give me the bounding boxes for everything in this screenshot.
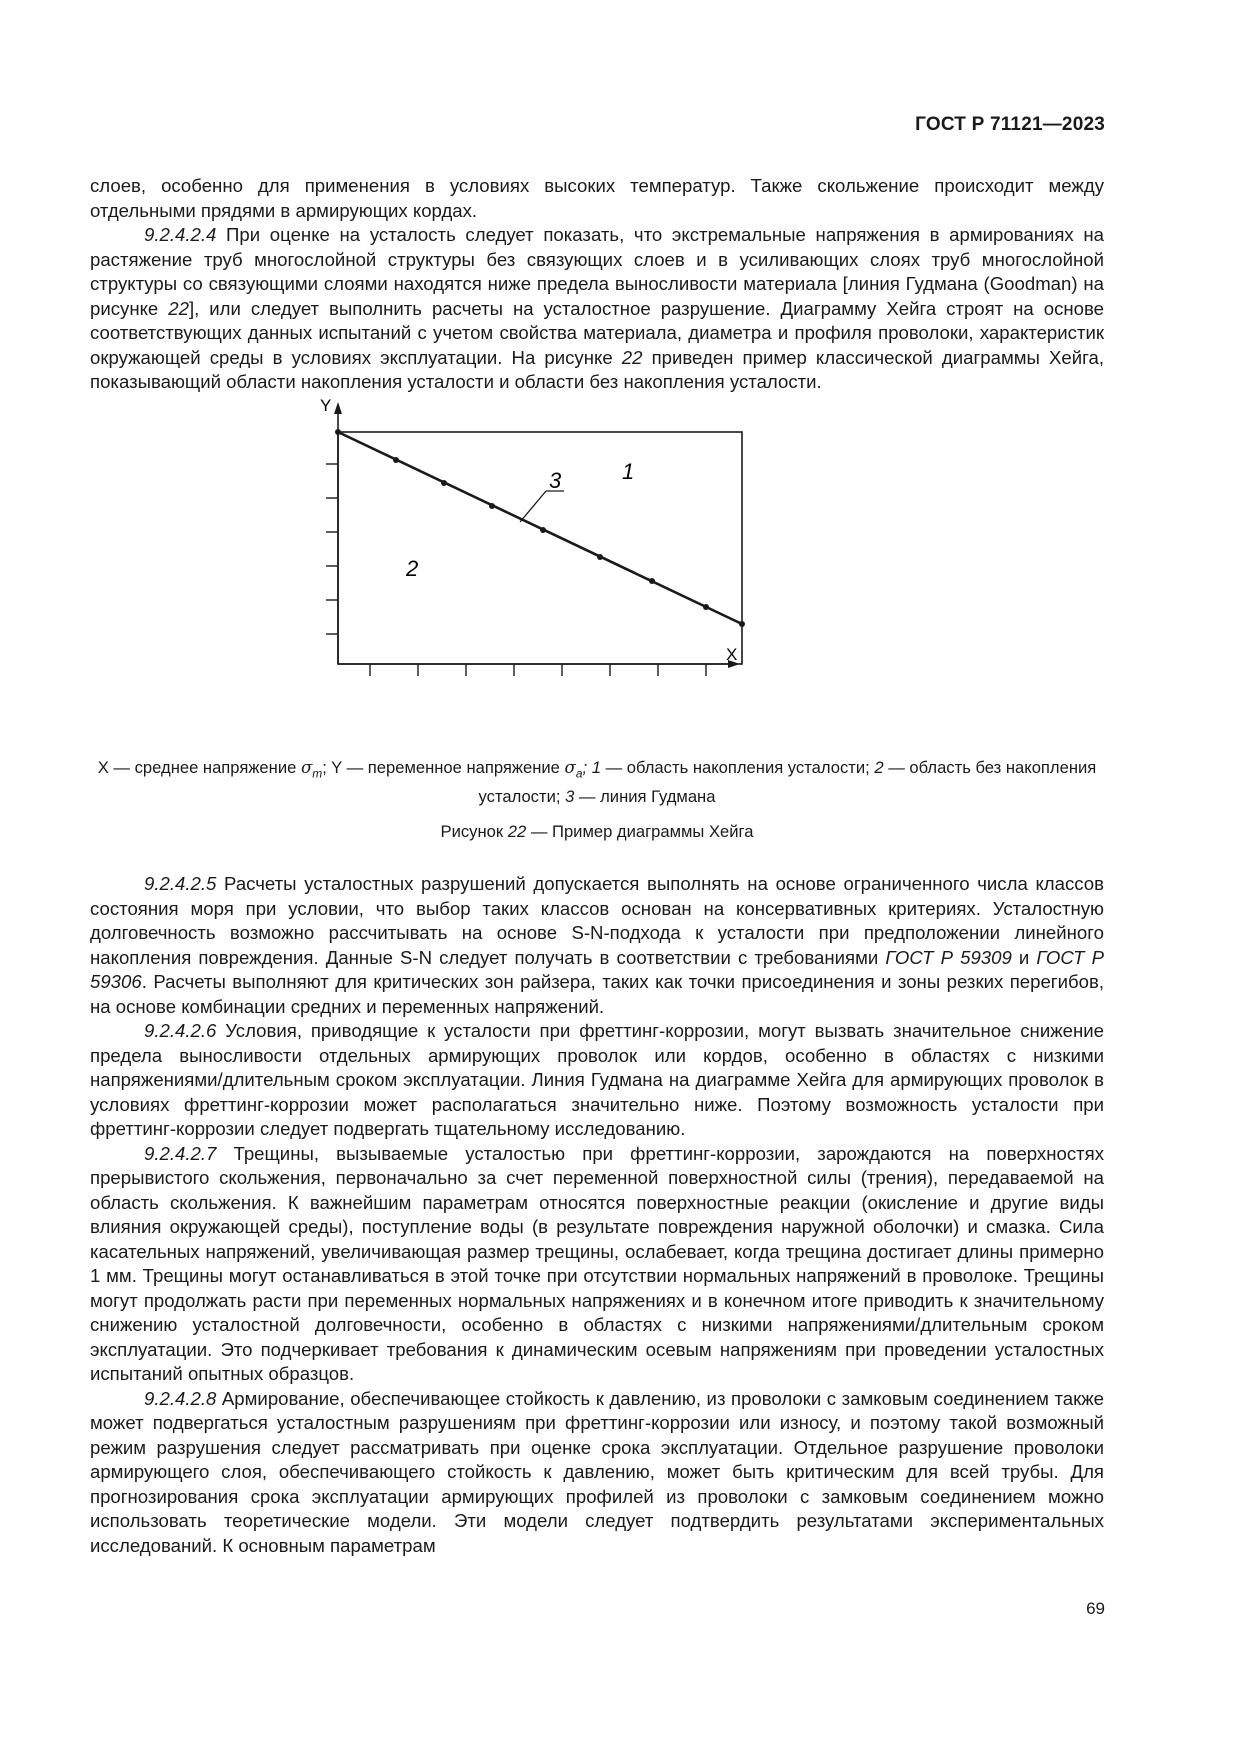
legend-text: — линия Гудмана — [574, 787, 716, 807]
legend-number: ; 1 — [582, 758, 601, 777]
subscript-a: a — [575, 766, 583, 781]
clause-number: 9.2.4.2.8 — [144, 1387, 217, 1409]
legend-text: — область накопления усталости; — [600, 758, 875, 777]
haigh-diagram — [320, 396, 840, 750]
region-1-label: 1 — [622, 459, 635, 484]
paragraph-text: приведен пример классической диаграммы Хейга, показывающий области накопления усталости и области без накопления усталости. — [90, 346, 1104, 392]
figure-legend — [90, 756, 1104, 808]
body-text-top — [90, 174, 1104, 395]
document-header: ГОСТ Р 71121—2023 — [915, 114, 1105, 135]
paragraph-text: Трещины, вызываемые усталостью при фреттинг-коррозии, зарождаются на поверхностях прерывистого скольжения, первоначально за счет переменной поверхностной силы (трения), передаваемой на область скольжения. К важнейшим параметрам относятся поверхностные реакции (окисление и другие виды влияния окружающей среды), поступление воды (в результате повреждения наружной оболочки) и смазка. Сила касательных напряжений, увеличивающая размер трещины, ослабевает, когда трещина достигает длины примерно 1 мм. Трещины могут останавливаться в этой точке при отсутствии нормальных напряжений в проволоке. Трещины могут продолжать расти при переменных нормальных напряжениях и в конечном итоге приводить к значительному снижению усталостной долговечности, особенно в областях с низкими напряжениями/длительным сроком эксплуатации. Это подчеркивает требования к динамическим осевым напряжениям при проведении усталостных испытаний опытных образцов. — [90, 1142, 1104, 1384]
subscript-m: m — [312, 766, 323, 781]
goodman-point — [597, 554, 603, 560]
paragraph-continuation: слоев, особенно для применения в условиях высоких температур. Также скольжение происходит между отдельными прядями в армирующих кордах. — [90, 175, 1104, 221]
clause-number: 9.2.4.2.7 — [144, 1142, 217, 1164]
figure-reference: 22 — [621, 346, 643, 368]
goodman-point — [441, 480, 447, 486]
paragraph-text: При оценке на усталость следует показать, что экстремальные напряжения в армированиях на растяжение труб многослойной структуры без связующих слоев и в усиливающих слоях труб многослойной структуры со связующими слоями находятся ниже предела выносливости материала [линия Гудмана (Goodman) на рисунке — [90, 224, 1104, 319]
goodman-point — [335, 429, 341, 435]
paragraph-text: и — [1011, 946, 1037, 968]
goodman-point — [703, 604, 709, 610]
paragraph-text: Армирование, обеспечивающее стойкость к давлению, из проволоки с замковым соединением также может подвергаться усталостным разрушениям при фреттинг-коррозии или износу, и поэтому такой возможный режим разрушения следует рассматривать при оценке срока эксплуатации. Отдельное разрушение проволоки армирующего слоя, обеспечивающего стойкость к давлению, может быть критическим для всей трубы. Для прогнозирования срока эксплуатации армирующих профилей из проволоки с замковым соединением можно использовать теоретические модели. Эти модели следует подтвердить результатами экспериментальных исследований. К основным параметрам — [90, 1387, 1104, 1556]
clause-number: 9.2.4.2.4 — [144, 224, 217, 245]
y-axis-arrow — [334, 402, 342, 414]
clause-number: 9.2.4.2.5 — [144, 873, 217, 894]
paragraph-text: . Расчеты выполняют для критических зон райзера, таких как точки присоединения и зоны резких перегибов, на основе комбинации средних и переменных напряжений. — [90, 971, 1104, 1017]
figure-caption — [90, 822, 1104, 842]
legend-number: 3 — [565, 787, 575, 807]
caption-text: — Пример диаграммы Хейга — [526, 822, 754, 841]
standard-reference: ГОСТ Р 59306 — [90, 946, 1105, 992]
goodman-point — [739, 621, 745, 627]
legend-x-text: X — среднее напряжение — [97, 758, 301, 777]
clause-number: 9.2.4.2.6 — [144, 1020, 217, 1041]
region-2-label: 2 — [406, 556, 419, 581]
paragraph-9-2-4-2-8 — [90, 1387, 1104, 1559]
diagram-frame — [338, 432, 742, 664]
body-text-bottom — [90, 872, 1104, 1558]
legend-number: 2 — [874, 758, 884, 777]
caption-text: Рисунок — [440, 822, 508, 841]
paragraph-text: Условия, приводящие к усталости при фреттинг-коррозии, могут вызвать значительное снижение предела выносливости отдельных армирующих проволок или кордов, особенно в областях с низкими напряжениями/длительным сроком эксплуатации. Линия Гудмана на диаграмме Хейга для армирующих проволок в условиях фреттинг-коррозии может располагаться значительно ниже. Поэтому возможность усталости при фреттинг-коррозии следует подвергать тщательному исследованию. — [90, 1020, 1104, 1139]
sigma-symbol: σ — [564, 758, 576, 777]
y-axis-label: Y — [320, 396, 332, 415]
legend-text: — область без накопления усталости; — [478, 758, 1097, 807]
legend-y-text: ; Y — переменное напряжение — [322, 758, 565, 777]
paragraph-9-2-4-2-6 — [90, 1019, 1104, 1142]
standard-reference: ГОСТ Р 59309 — [885, 946, 1012, 968]
line-3-label: 3 — [549, 468, 562, 493]
sigma-symbol: σ — [300, 758, 313, 777]
goodman-point — [393, 457, 399, 463]
goodman-point — [489, 503, 495, 509]
caption-number: 22 — [507, 822, 527, 841]
paragraph-9-2-4-2-4 — [90, 223, 1104, 395]
goodman-point — [649, 578, 655, 584]
x-axis-label: X — [726, 645, 738, 664]
paragraph-9-2-4-2-5 — [90, 872, 1104, 1019]
line-label-leader — [520, 491, 546, 522]
paragraph-9-2-4-2-7 — [90, 1142, 1104, 1387]
paragraph-text: Расчеты усталостных разрушений допускается выполнять на основе ограниченного числа классов состояния моря при условии, что выбор таких классов основан на консервативных критериях. Усталостную долговечность возможно рассчитывать на основе S-N-подхода к усталости при предположении линейного накопления повреждения. Данные S-N следует получать в соответствии с требованиями — [90, 873, 1104, 968]
paragraph-text: ], или следует выполнить расчеты на усталостное разрушение. Диаграмму Хейга строят на основе соответствующих данных испытаний с учетом свойства материала, диаметра и профиля проволоки, характеристик окружающей среды в условиях эксплуатации. На рисунке — [90, 297, 1104, 368]
page-number: 69 — [1086, 1599, 1105, 1618]
goodman-point — [540, 527, 546, 533]
figure-reference: 22 — [168, 297, 189, 319]
